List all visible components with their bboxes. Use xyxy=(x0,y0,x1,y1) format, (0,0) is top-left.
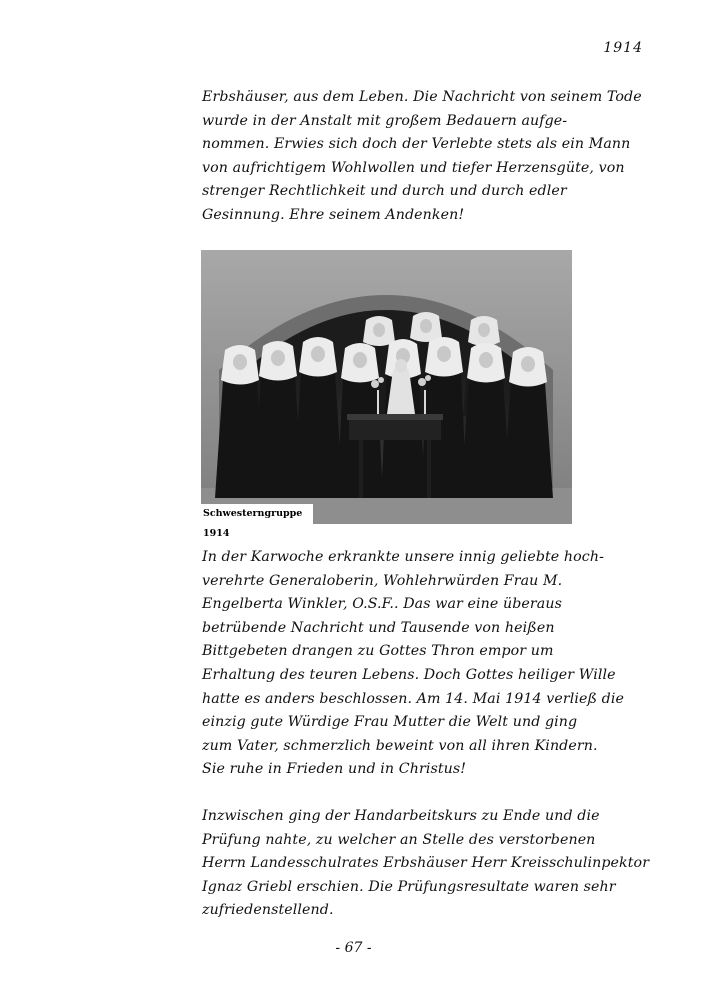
photo-illustration xyxy=(201,250,572,524)
text-line: wurde in der Anstalt mit großem Bedauern aufge- xyxy=(202,112,568,129)
text-line: Erhaltung des teuren Lebens. Doch Gottes heiliger Wille xyxy=(202,666,616,683)
text-line: Bittgebeten drangen zu Gottes Thron empor um xyxy=(202,643,554,660)
text-line: Inzwischen ging der Handarbeitskurs zu Ende und die xyxy=(202,808,600,824)
text-line: Sie ruhe in Frieden und in Christus! xyxy=(202,761,467,778)
text-line: In der Karwoche erkrankte unsere innig geliebte hoch- xyxy=(202,549,604,565)
text-line: Ignaz Griebl erschien. Die Prüfungsresultate waren sehr xyxy=(202,878,616,895)
text-line: Engelberta Winkler, O.S.F.. Das war eine überaus xyxy=(202,596,562,613)
text-line: nommen. Erwies sich doch der Verlebte stets als ein Mann xyxy=(202,136,631,153)
photo-caption: Schwesterngruppe 1914 xyxy=(201,504,313,524)
paragraph-3 xyxy=(202,805,650,923)
text-line: von aufrichtigem Wohlwollen und tiefer Herzensgüte, von xyxy=(202,159,625,176)
text-line: verehrte Generaloberin, Wohlehrwürden Frau M. xyxy=(202,572,563,589)
text-line: zum Vater, schmerzlich beweint von all ihren Kindern. xyxy=(202,737,598,754)
text-line: zufriedenstellend. xyxy=(202,902,334,919)
group-photo xyxy=(201,250,572,539)
text-line: betrübende Nachricht und Tausende von heißen xyxy=(202,619,555,636)
page-number: - 67 - xyxy=(335,940,372,956)
text-line: Erbshäuser, aus dem Leben. Die Nachricht von seinem Tode xyxy=(202,89,642,105)
text-line: strenger Rechtlichkeit und durch und durch edler xyxy=(202,183,567,200)
text-line: Prüfung nahte, zu welcher an Stelle des verstorbenen xyxy=(202,831,596,848)
paragraph-2 xyxy=(202,546,638,782)
text-line: Gesinnung. Ehre seinem Andenken! xyxy=(202,206,465,223)
text-line: Herrn Landesschulrates Erbshäuser Herr Kreisschulinpektor xyxy=(202,855,650,872)
year-header: 1914 xyxy=(603,40,643,56)
paragraph-1 xyxy=(202,86,642,228)
text-line: einzig gute Würdige Frau Mutter die Welt und ging xyxy=(202,714,578,731)
text-line: hatte es anders beschlossen. Am 14. Mai 1914 verließ die xyxy=(202,690,624,707)
